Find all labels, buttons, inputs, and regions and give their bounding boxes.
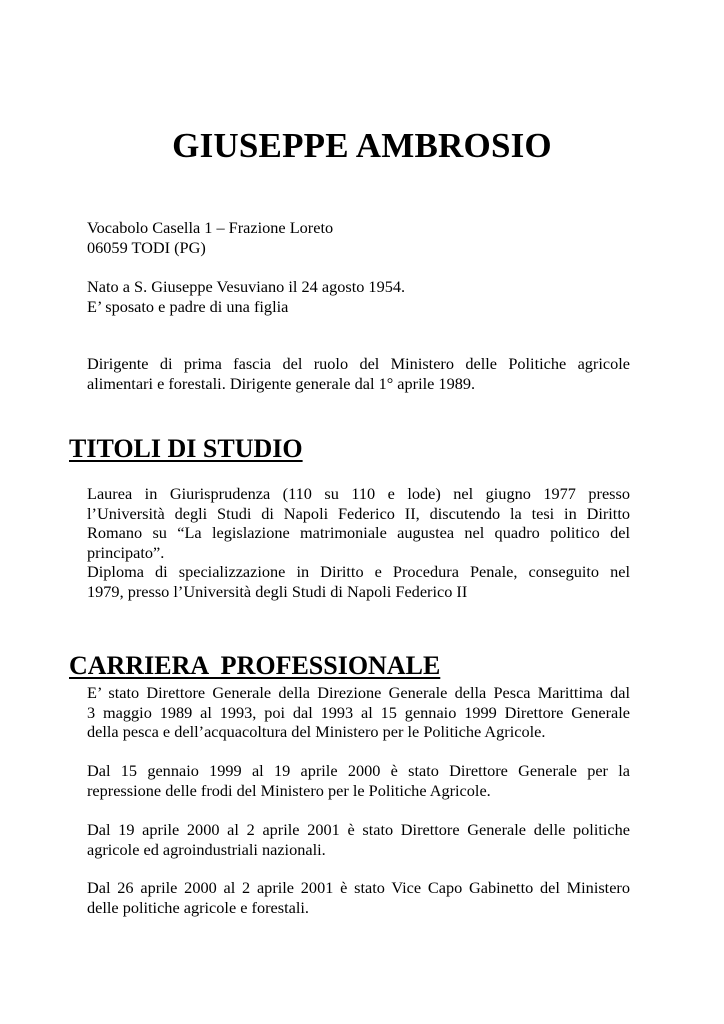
address-line: 06059 TODI (PG) — [87, 237, 206, 257]
degree-paragraph — [87, 484, 630, 602]
career-line: della pesca e dell’acquacoltura del Ministero per le Politiche Agricole. — [87, 722, 546, 742]
role-line: Dirigente di prima fascia del ruolo del Ministero delle Politiche agricole — [87, 354, 630, 373]
career-line: agricole ed agroindustriali nazionali. — [87, 839, 326, 859]
diploma-line: Diploma di specializzazione in Diritto e Procedura Penale, conseguito nel — [87, 562, 630, 582]
career-paragraph-1 — [87, 683, 630, 742]
role-paragraph — [87, 354, 630, 393]
career-line: delle politiche agricole e forestali. — [87, 897, 309, 917]
diploma-line: 1979, presso l’Università degli Studi di Napoli Federico II — [87, 581, 468, 601]
personal-info-line: E’ sposato e padre di una figlia — [87, 296, 289, 316]
role-line: alimentari e forestali. Dirigente generale dal 1° aprile 1989. — [87, 373, 476, 393]
career-line: E’ stato Direttore Generale della Direzione Generale della Pesca Marittima dal — [87, 683, 630, 702]
career-line: 3 maggio 1989 al 1993, poi dal 1993 al 15 gennaio 1999 Direttore Generale — [87, 702, 630, 722]
career-paragraph-2 — [87, 761, 630, 800]
section-heading-career: CARRIERA PROFESSIONALE — [69, 651, 441, 680]
page-title: GIUSEPPE AMBROSIO — [172, 126, 552, 165]
degree-line: principato”. — [87, 542, 165, 562]
address-block — [87, 218, 630, 257]
degree-line: Laurea in Giurisprudenza (110 su 110 e lode) nel giugno 1977 presso — [87, 484, 630, 503]
personal-info-line: Nato a S. Giuseppe Vesuviano il 24 agosto 1954. — [87, 277, 406, 296]
degree-line: Romano su “La legislazione matrimoniale augustea nel quadro politico del — [87, 523, 630, 543]
career-line: Dal 15 gennaio 1999 al 19 aprile 2000 è stato Direttore Generale per la — [87, 761, 630, 780]
career-line: repressione delle frodi del Ministero per le Politiche Agricole. — [87, 780, 491, 800]
address-line: Vocabolo Casella 1 – Frazione Loreto — [87, 218, 334, 237]
career-paragraph-3 — [87, 820, 630, 859]
degree-line: l’Università degli Studi di Napoli Federico II, discutendo la tesi in Diritto — [87, 503, 630, 523]
personal-info-block — [87, 277, 630, 316]
career-paragraph-4 — [87, 878, 630, 917]
career-line: Dal 19 aprile 2000 al 2 aprile 2001 è stato Direttore Generale delle politiche — [87, 820, 630, 839]
section-heading-studies: TITOLI DI STUDIO — [69, 434, 303, 463]
career-line: Dal 26 aprile 2000 al 2 aprile 2001 è stato Vice Capo Gabinetto del Ministero — [87, 878, 630, 897]
